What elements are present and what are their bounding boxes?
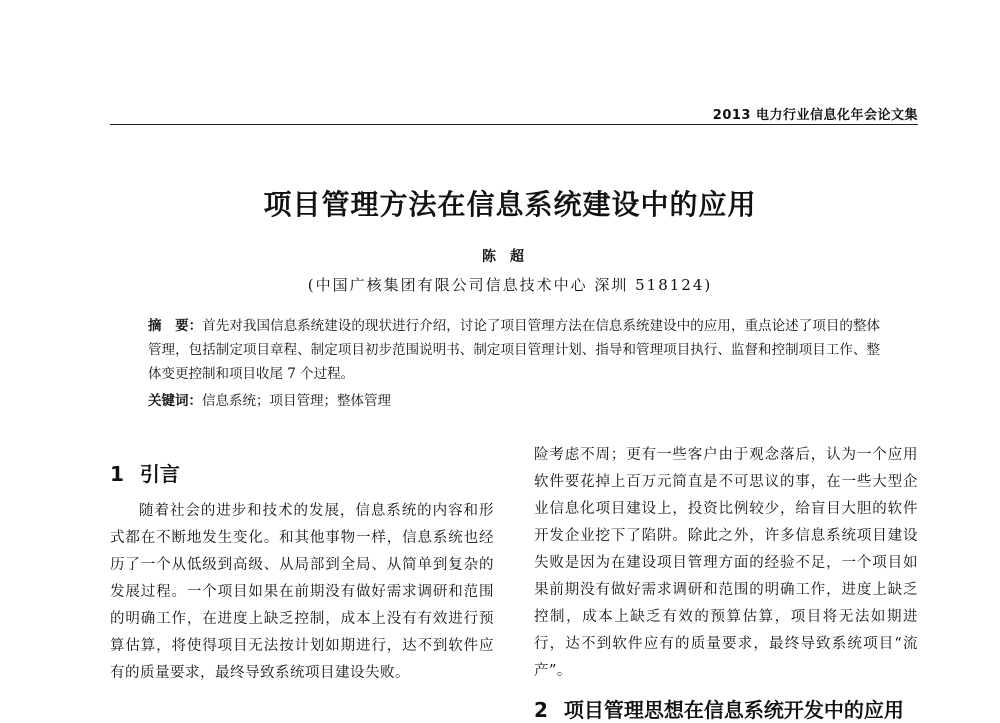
abstract-text: 首先对我国信息系统建设的现状进行介绍，讨论了项目管理方法在信息系统建设中的应用，重点论述了项目的整体管理，包括制定项目章程、制定项目初步范围说明书、制定项目管理计划、指导和管理项目执行、监督和控制项目工作、整体变更控制和项目收尾 7 个过程。 (148, 318, 881, 382)
section-1-heading (110, 458, 180, 487)
section-2-heading (534, 694, 904, 723)
abstract (148, 314, 880, 386)
author-affiliation: (中国广核集团有限公司信息技术中心 深圳 518124) (307, 276, 713, 294)
section-1-number: 1 (110, 462, 124, 486)
section-2-title: 项目管理思想在信息系统开发中的应用 (563, 698, 904, 722)
keywords-label: 关键词： (148, 393, 202, 409)
keywords (148, 389, 880, 413)
running-head: 2013 电力行业信息化年会论文集 (712, 108, 918, 123)
section-2-number: 2 (534, 698, 548, 722)
keywords-text: 信息系统；项目管理；整体管理 (202, 393, 391, 409)
abstract-label: 摘 要： (148, 318, 203, 334)
left-column-paragraph: 随着社会的进步和技术的发展，信息系统的内容和形式都在不断地发生变化。和其他事物一样，信息系统也经历了一个从低级到高级、从局部到全局、从简单到复杂的发展过程。一个项目如果在前期没有做好需求调研和范围的明确工作，在进度上缺乏控制，成本上没有有效进行预算估算，将使得项目无法按计划如期进行，达不到软件应有的质量要求，最终导致系统项目建设失败。 (110, 503, 494, 681)
right-column-paragraph: 险考虑不周；更有一些客户由于观念落后，认为一个应用软件要花掉上百万元简直是不可思议的事，在一些大型企业信息化项目建设上，投资比例较少，给盲目大胆的软件开发企业挖下了陷阱。除此之外，许多信息系统项目建设失败是因为在建设项目管理方面的经验不足，一个项目如果前期没有做好需求调研和范围的明确工作，进度上缺乏控制，成本上缺乏有效的预算估算，项目将无法如期进行，达不到软件应有的质量要求，最终导致系统项目“流产”。 (534, 447, 918, 679)
paper-title: 项目管理方法在信息系统建设中的应用 (263, 188, 757, 221)
section-1-title: 引言 (139, 462, 180, 486)
author-name: 陈超 (482, 249, 538, 265)
header-rule (110, 124, 918, 125)
